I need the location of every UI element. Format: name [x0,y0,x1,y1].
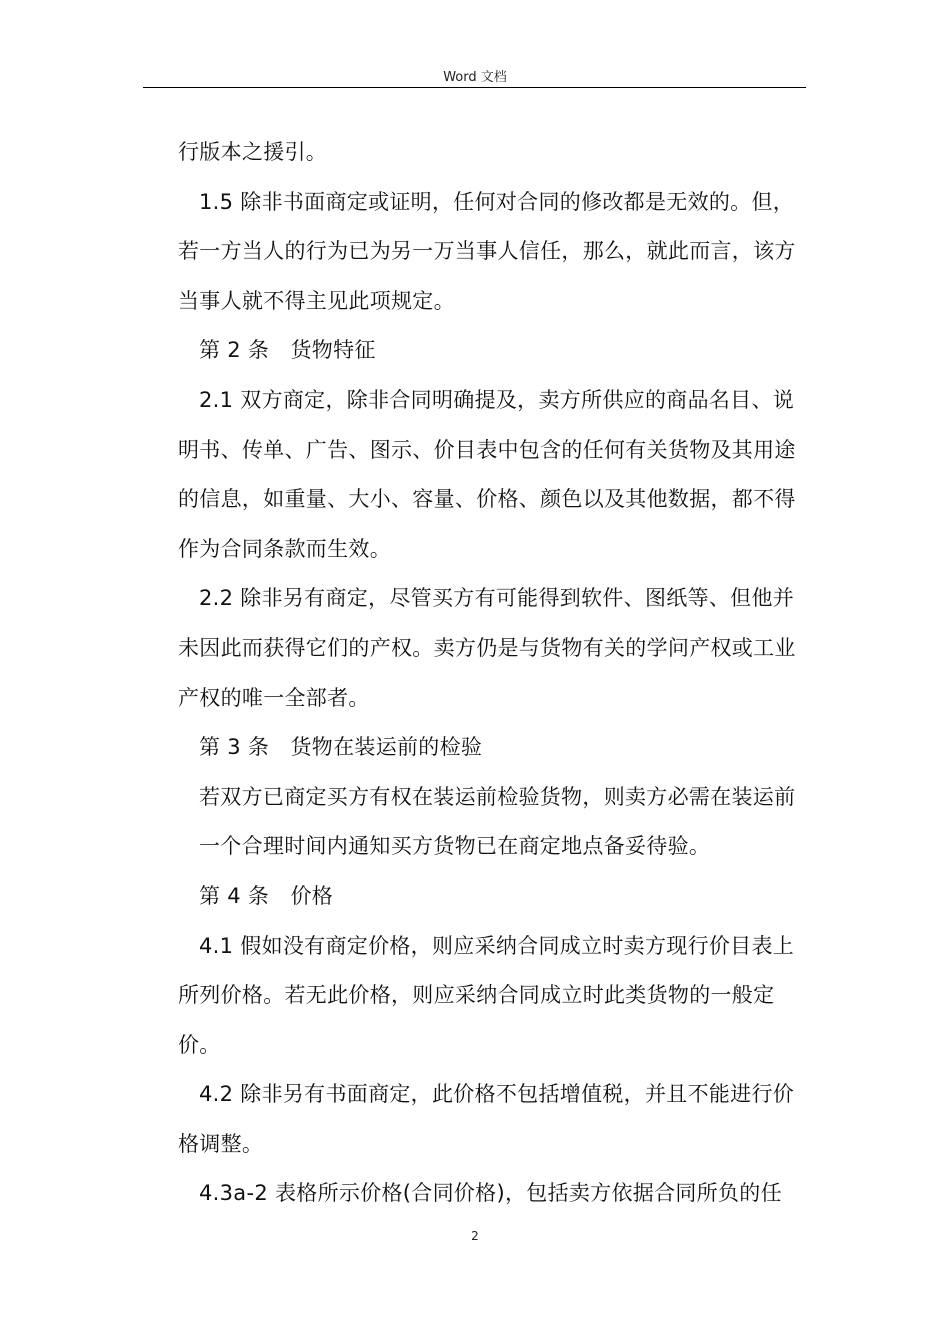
paragraph-clause-4-1: 4.1 假如没有商定价格，则应采纳合同成立时卖方现行价目表上所列价格。若无此价格，则应采纳合同成立时此类货物的一般定价。 [178,933,795,1057]
header-title: Word 文档 [443,70,507,85]
article-3-heading: 第 3 条 货物在装运前的检验 [199,735,483,760]
page-number: 2 [471,1229,479,1243]
article-2-heading: 第 2 条 货物特征 [199,338,376,363]
article-4-heading: 第 4 条 价格 [199,883,334,908]
header-divider [143,87,806,88]
paragraph-article-3: 若双方已商定买方有权在装运前检验货物，则卖方必需在装运前一个合理时间内通知买方货物已在商定地点备妥待验。 [199,784,796,859]
paragraph-clause-4-3: 4.3a-2 表格所示价格(合同价格)，包括卖方依据合同所负的任 [199,1181,782,1206]
paragraph-continuation: 行版本之援引。 [178,140,328,164]
document-body [178,128,808,1219]
paragraph-clause-1-5: 1.5 除非书面商定或证明，任何对合同的修改都是无效的。但，若一方当人的行为已为另一万当事人信任，那么，就此而言，该方当事人就不得主见此项规定。 [178,189,796,313]
paragraph-clause-4-2: 4.2 除非另有书面商定，此价格不包括增值税，并且不能进行价格调整。 [178,1082,795,1156]
paragraph-clause-2-1: 2.1 双方商定，除非合同明确提及，卖方所供应的商品名目、说明书、传单、广告、图示、价目表中包含的任何有关货物及其用途的信息，如重量、大小、容量、价格、颜色以及其他数据，都不得作为合同条款而生效。 [178,387,796,561]
paragraph-clause-2-2: 2.2 除非另有商定，尽管买方有可能得到软件、图纸等、但他并未因此而获得它们的产权。卖方仍是与货物有关的学问产权或工业产权的唯一全部者。 [178,586,796,710]
